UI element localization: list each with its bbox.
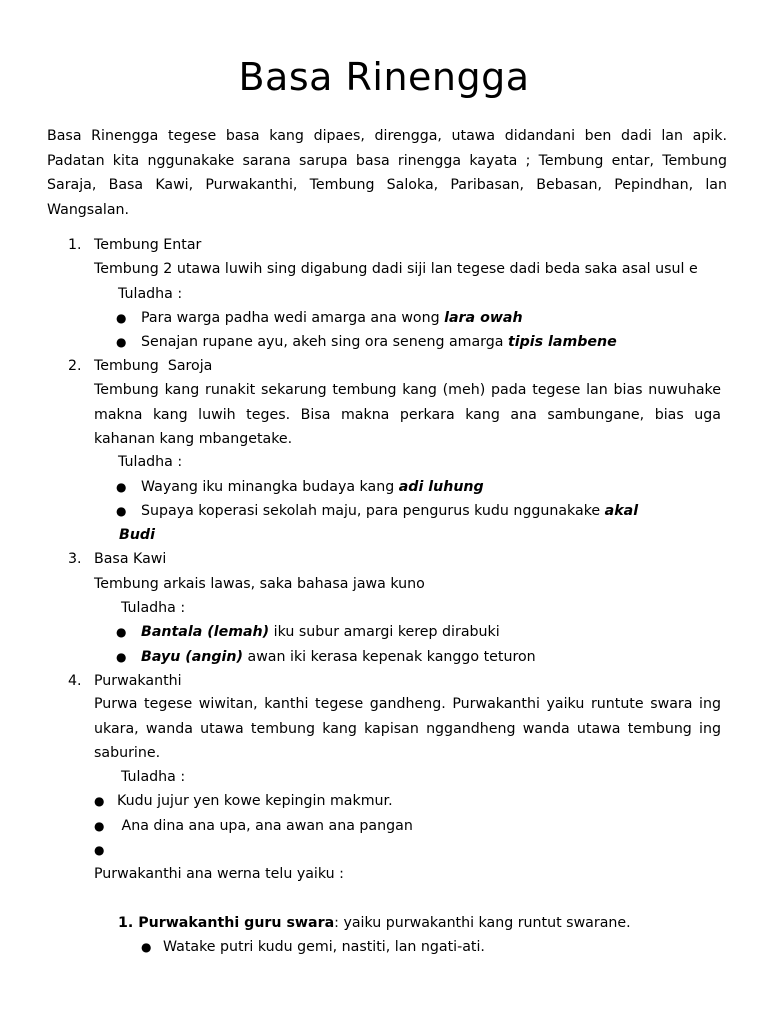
intro-line: Saraja, Basa Kawi, Purwakanthi, Tembung Saloka, Paribasan, Bebasan, Pepindhan, lan xyxy=(47,177,727,193)
section-number: 4. xyxy=(68,673,82,689)
section-number: 3. xyxy=(68,551,82,567)
bullet-icon: ● xyxy=(94,843,105,857)
section-description: Tembung 2 utawa luwih sing digabung dadi siji lan tegese dadi beda saka asal usul e xyxy=(94,261,698,277)
intro-line: Basa Rinengga tegese basa kang dipaes, direngga, utawa didandani ben dadi lan apik. xyxy=(47,128,727,144)
intro-line: Padatan kita nggunakake sarana sarupa basa rinengga kayata ; Tembung entar, Tembung xyxy=(47,152,727,169)
example-item: Wayang iku minangka budaya kang adi luhung xyxy=(141,479,484,495)
example-item: Bayu (angin) awan iki kerasa kepenak kanggo teturon xyxy=(141,649,536,665)
section-description: Purwa tegese wiwitan, kanthi tegese gandheng. Purwakanthi yaiku runtute swara ing ukara, wanda utawa tembung kang kapisan nggandheng wanda utawa tembung ing saburine. xyxy=(94,696,721,761)
example-item: Supaya koperasi sekolah maju, para pengurus kudu nggunakake akal xyxy=(141,503,639,519)
example-item: Kudu jujur yen kowe kepingin makmur. xyxy=(117,793,393,809)
section-description: Tembung arkais lawas, saka bahasa jawa kuno xyxy=(94,576,425,592)
bullet-icon: ● xyxy=(116,625,127,639)
bullet-icon: ● xyxy=(116,335,127,349)
example-item: Ana dina ana upa, ana awan ana pangan xyxy=(117,818,413,834)
section-note: Purwakanthi ana werna telu yaiku : xyxy=(94,866,344,882)
bullet-icon: ● xyxy=(141,940,152,954)
page-title: Basa Rinengga xyxy=(238,55,530,99)
example-item: Bantala (lemah) iku subur amargi kerep dirabuki xyxy=(141,624,500,640)
bullet-icon: ● xyxy=(116,311,127,325)
bullet-icon: ● xyxy=(116,480,127,494)
example-label: Tuladha : xyxy=(118,286,183,302)
example-label: Tuladha : xyxy=(121,769,186,785)
intro-line: Wangsalan. xyxy=(47,201,130,218)
bullet-icon: ● xyxy=(94,819,105,833)
section-heading: Tembung Entar xyxy=(94,237,202,253)
section-number: 1. xyxy=(68,237,82,253)
section-heading: Purwakanthi xyxy=(94,673,182,689)
bullet-icon: ● xyxy=(94,794,105,808)
example-item: Para warga padha wedi amarga ana wong lara owah xyxy=(141,310,523,326)
section-number: 2. xyxy=(68,358,82,374)
section-description: Tembung kang runakit sekarung tembung kang (meh) pada tegese lan bias nuwuhake makna kang luwih teges. Bisa makna perkara kang ana sambungane, bias uga kahanan kang mbangetake. xyxy=(94,382,721,447)
example-label: Tuladha : xyxy=(118,454,183,470)
intro-paragraph xyxy=(47,124,727,222)
section-heading: Tembung Saroja xyxy=(94,358,213,374)
sub-item: 1. Purwakanthi guru swara: yaiku purwakanthi kang runtut swarane. xyxy=(118,915,631,931)
section-heading: Basa Kawi xyxy=(94,551,167,567)
example-item: Watake putri kudu gemi, nastiti, lan ngati-ati. xyxy=(163,939,485,955)
example-label: Tuladha : xyxy=(121,600,186,616)
bullet-icon: ● xyxy=(116,650,127,664)
bullet-icon: ● xyxy=(116,504,127,518)
example-item: Senajan rupane ayu, akeh sing ora seneng amarga tipis lambene xyxy=(141,334,617,350)
example-item-continued: Budi xyxy=(119,527,155,543)
